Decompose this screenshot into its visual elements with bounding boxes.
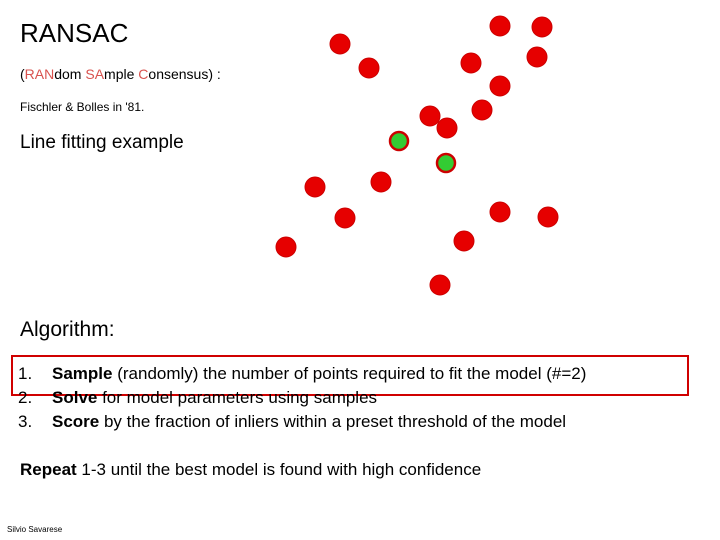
acronym-highlight: SA [85,66,105,82]
step-keyword: Score [52,412,100,431]
data-point [335,208,355,228]
data-point [538,207,558,227]
step-number: 2. [18,388,33,407]
subtitle-text: onsensus) : [148,66,221,82]
data-point [490,202,510,222]
step-text: for model parameters using samples [97,388,378,407]
data-point [490,16,510,36]
sampled-point [437,154,455,172]
repeat-keyword: Repeat [20,460,77,479]
step-text: (randomly) the number of points required to fit the model (#=2) [112,364,587,383]
data-point [490,76,510,96]
data-point [472,100,492,120]
data-point [454,231,474,251]
subtitle-text: ( [20,66,25,82]
repeat-text: 1-3 until the best model is found with high confidence [76,460,482,479]
data-point [532,17,552,37]
acronym-highlight: C [138,66,149,82]
data-point [359,58,379,78]
step-number: 3. [18,412,33,431]
slide-title: RANSAC [20,18,129,48]
data-point [276,237,296,257]
data-point [461,53,481,73]
data-point [527,47,547,67]
acronym-highlight: RAN [24,66,55,82]
step-keyword: Solve [52,388,98,407]
data-point [430,275,450,295]
example-label: Line fitting example [20,132,184,153]
subtitle-text: dom [54,66,86,82]
step-text: by the fraction of inliers within a preset threshold of the model [99,412,567,431]
step-keyword: Sample [52,364,113,383]
author-credit: Silvio Savarese [7,525,63,534]
sampled-point [390,132,408,150]
data-point [305,177,325,197]
algorithm-step-3 [18,412,566,432]
data-point [330,34,350,54]
subtitle-text: mple [104,66,139,82]
data-point [420,106,440,126]
repeat-instruction [20,460,481,480]
algorithm-heading: Algorithm: [20,318,115,341]
step-number: 1. [18,364,33,383]
algorithm-step-2 [18,388,377,408]
data-point [371,172,391,192]
algorithm-step-1 [18,364,586,384]
reference-citation: Fischler & Bolles in '81. [20,100,145,114]
data-point [437,118,457,138]
